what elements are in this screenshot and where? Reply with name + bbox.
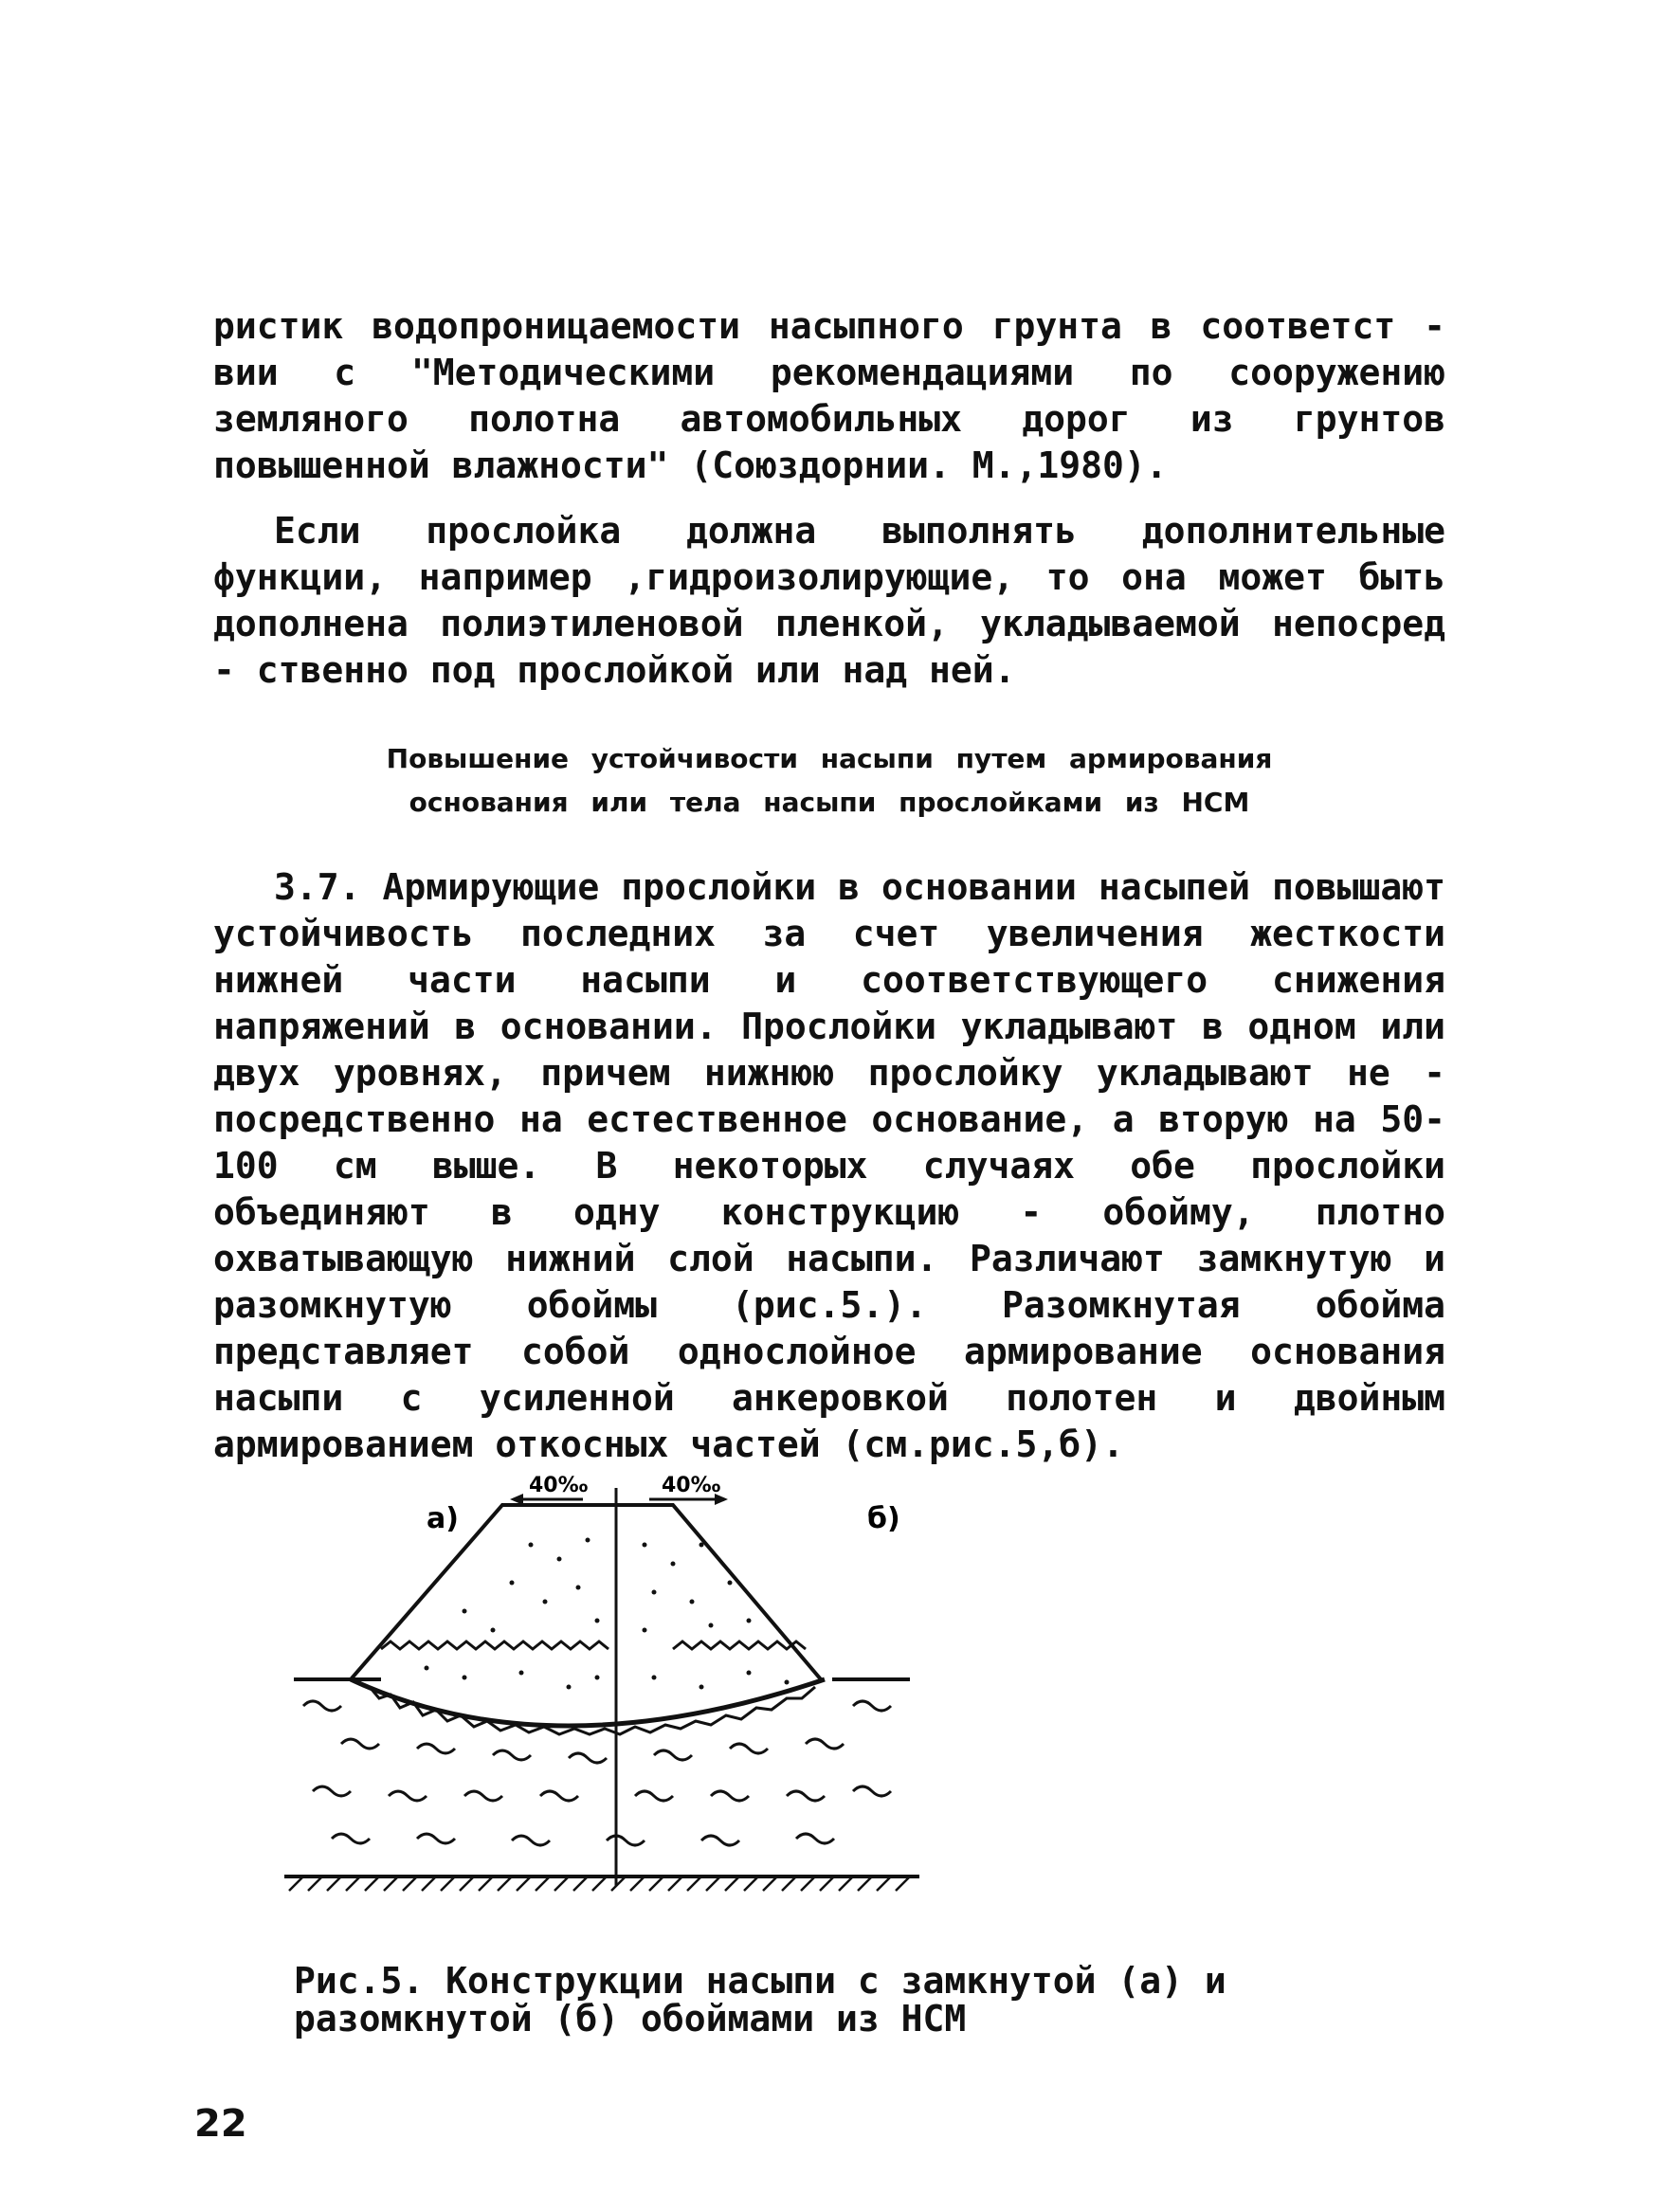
paragraph-text: Если прослойка должна выполнять дополнительные функции, например ,гидроизолирующие, то она может быть дополнена полиэтиленовой пленкой, укладываемой непосред - ственно под прослойкой или над ней. [213,510,1445,691]
figure-caption-line-2: разомкнутой (б) обоймами из НСМ [294,1998,967,2040]
paragraph-membrane [213,508,1445,694]
paragraph-3-7 [213,864,1445,1468]
slope-label-right: 40‰ [662,1474,721,1497]
figure-caption [294,1962,1336,2038]
reinforcement-layer-upper-right [673,1641,806,1649]
reinforcement-layer-upper-left [381,1641,609,1649]
section-heading [213,737,1445,825]
paragraph-continuation [213,303,1445,489]
figure-embankment-cross-section [275,1474,1374,1933]
panel-label-a: а) [427,1502,459,1535]
soil-fill-dots [425,1538,790,1690]
wet-soil-marks [303,1701,891,1845]
bedrock-hatch [289,1877,910,1891]
panel-label-b: б) [867,1502,900,1535]
figure-caption-line-1: Рис.5. Конструкции насыпи с замкнутой (а) и [294,1960,1226,2002]
page-number: 22 [194,2102,247,2146]
section-heading-line-2: основания или тела насыпи прослойками из НСМ [409,787,1250,818]
slope-label-left: 40‰ [529,1474,589,1497]
embankment-outline [351,1505,821,1679]
paragraph-text: 3.7. Армирующие прослойки в основании насыпей повышают устойчивость последних за счет увеличения жесткости нижней части насыпи и соответствующего снижения напряжений в основании. Прослойки укладывают в одном или двух уровнях, причем нижнюю прослойку укладывают не - посредственно на естественное основание, а вторую на 50-100 см выше. В некоторых случаях обе прослойки объединяют в одну конструкцию - обойму, плотно охватывающую нижний слой насыпи. Различают замкнутую и разомкнутую обоймы (рис.5.). Разомкнутая обойма представляет собой однослойное армирование основания насыпи с усиленной анкеровкой полотен и двойным армированием откосных частей (см.рис.5,б). [213,866,1445,1465]
wrap-bottom-arc [351,1679,825,1726]
section-heading-line-1: Повышение устойчивости насыпи путем армирования [386,743,1273,774]
embankment-diagram [275,1474,1374,1933]
paragraph-text: ристик водопроницаемости насыпного грунта в соответст - вии с "Методическими рекомендациями по сооружению земляного полотна автомобильных дорог из грунтов повышенной влажности" (Союздорнии. М.,1980). [213,305,1445,486]
